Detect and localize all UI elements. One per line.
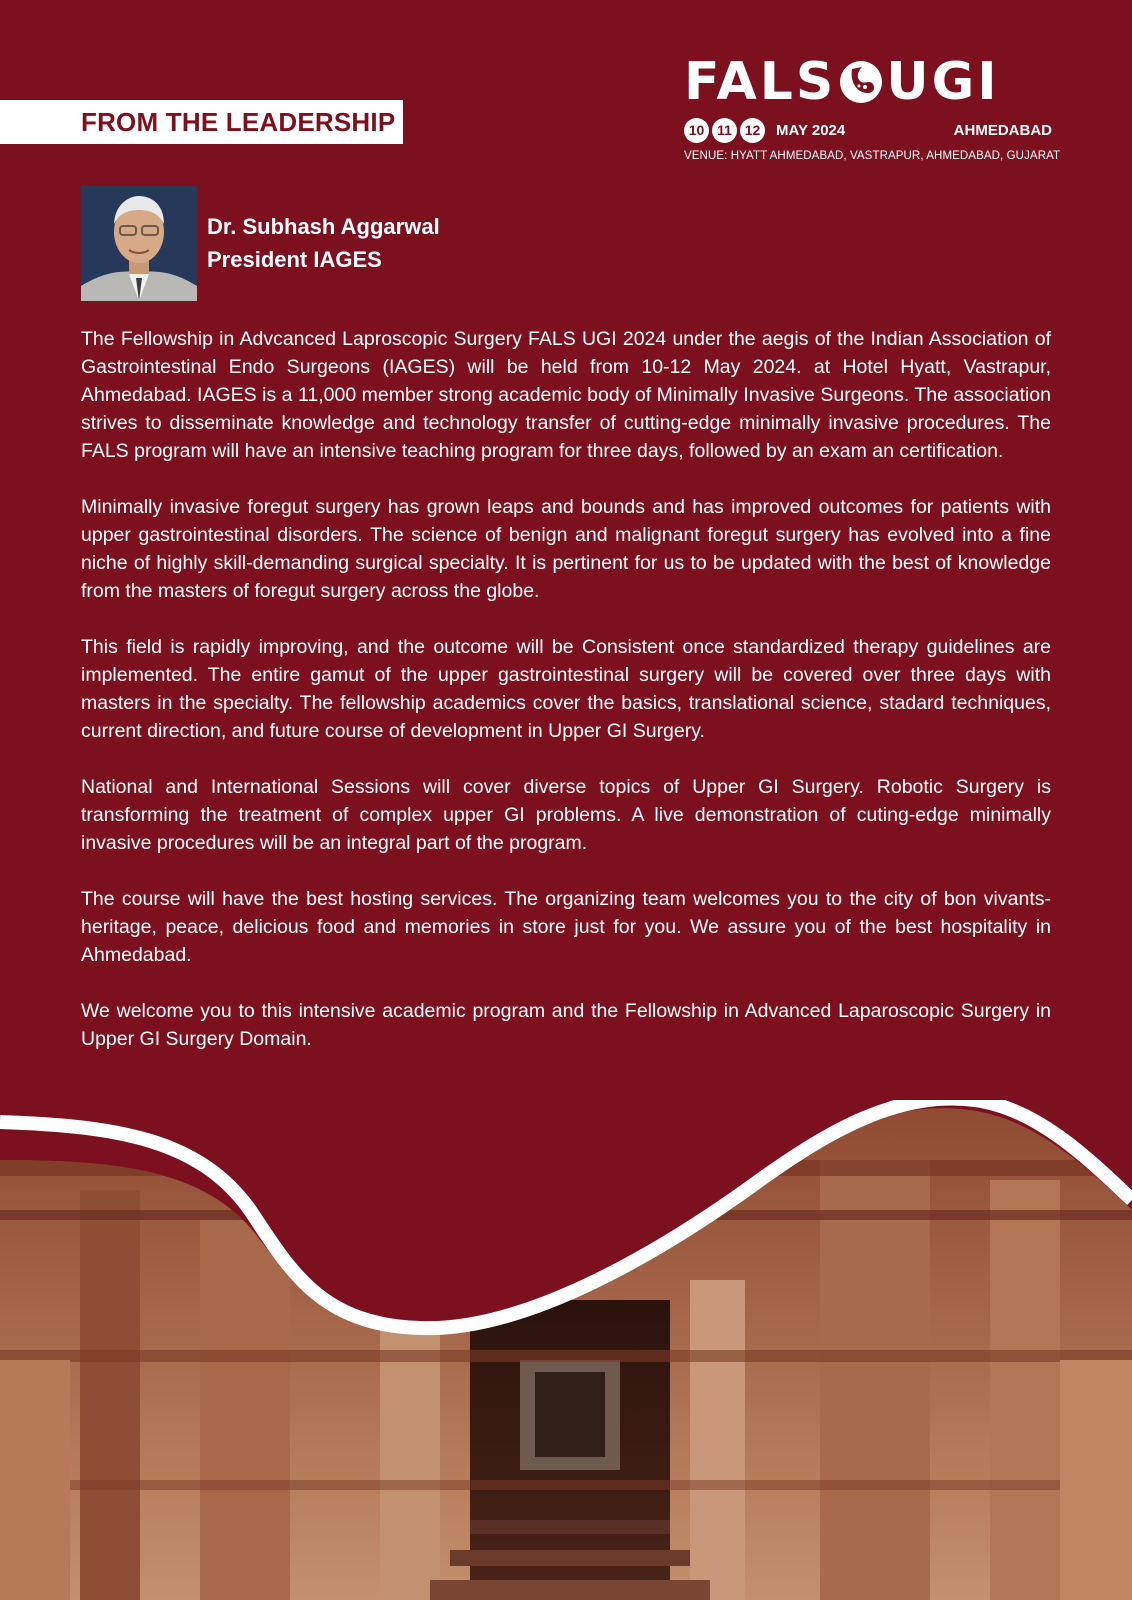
- leader-title: President IAGES: [207, 247, 382, 272]
- date-row: [684, 116, 1052, 144]
- day-badge: 12: [740, 118, 765, 143]
- logo-word-left: FALS: [684, 52, 837, 112]
- body-paragraph: National and International Sessions will cover diverse topics of Upper GI Surgery. Robotic Surgery is transforming the treatment of complex upper GI problems. A live demonstration of cuting-edge minimally invasive procedures will be an integral part of the program.: [81, 776, 1051, 854]
- message-body: [81, 325, 1051, 1081]
- body-paragraph: We welcome you to this intensive academic program and the Fellowship in Advanced Laparoscopic Surgery in Upper GI Surgery Domain.: [81, 1000, 1051, 1050]
- event-month: MAY 2024: [776, 121, 846, 139]
- leader-info: [207, 210, 440, 276]
- body-paragraph: The course will have the best hosting services. The organizing team welcomes you to the city of bon vivants- heritage, peace, delicious food and memories in store just for you. We assure you of the best hospitality in Ahmedabad.: [81, 888, 1051, 966]
- logo-word-right: UGI: [886, 52, 1000, 112]
- section-tag: FROM THE LEADERSHIP: [0, 100, 403, 144]
- portrait-photo: [81, 186, 197, 301]
- body-paragraph: Minimally invasive foregut surgery has grown leaps and bounds and has improved outcomes for patients with upper gastrointestinal disorders. The science of benign and malignant foregut surgery has evolved into a fine niche of highly skill-demanding surgical specialty. It is pertinent for us to be updated with the best of knowledge from the masters of foregut surgery across the globe.: [81, 496, 1051, 602]
- day-badge: 10: [684, 118, 709, 143]
- body-paragraph: The Fellowship in Advcanced Laproscopic Surgery FALS UGI 2024 under the aegis of the Indian Association of Gastrointestinal Endo Surgeons (IAGES) will be held from 10-12 May 2024. at Hotel Hyatt, Vastrapur, Ahmedabad. IAGES is a 11,000 member strong academic body of Minimally Invasive Surgeons. The association strives to disseminate knowledge and technology transfer of cutting-edge minimally invasive procedures. The FALS program will have an intensive teaching program for three days, followed by an exam an certification.: [81, 328, 1051, 462]
- day-badge: 11: [712, 118, 737, 143]
- stomach-icon: [838, 59, 884, 105]
- falsugi-logo: [684, 52, 1061, 162]
- leader-name: Dr. Subhash Aggarwal: [207, 214, 440, 239]
- event-venue: VENUE: HYATT AHMEDABAD, VASTRAPUR, AHMEDABAD, GUJARAT: [684, 150, 1061, 162]
- stepwell-architecture-photo: [0, 1100, 1132, 1600]
- logo-wordmark: [684, 54, 1052, 110]
- body-paragraph: This field is rapidly improving, and the outcome will be Consistent once standardized therapy guidelines are implemented. The entire gamut of the upper gastrointestinal surgery will be covered over three days with masters in the specialty. The fellowship academics cover the basics, translational science, stadard techniques, current direction, and future course of development in Upper GI Surgery.: [81, 636, 1051, 742]
- event-city: AHMEDABAD: [953, 121, 1052, 139]
